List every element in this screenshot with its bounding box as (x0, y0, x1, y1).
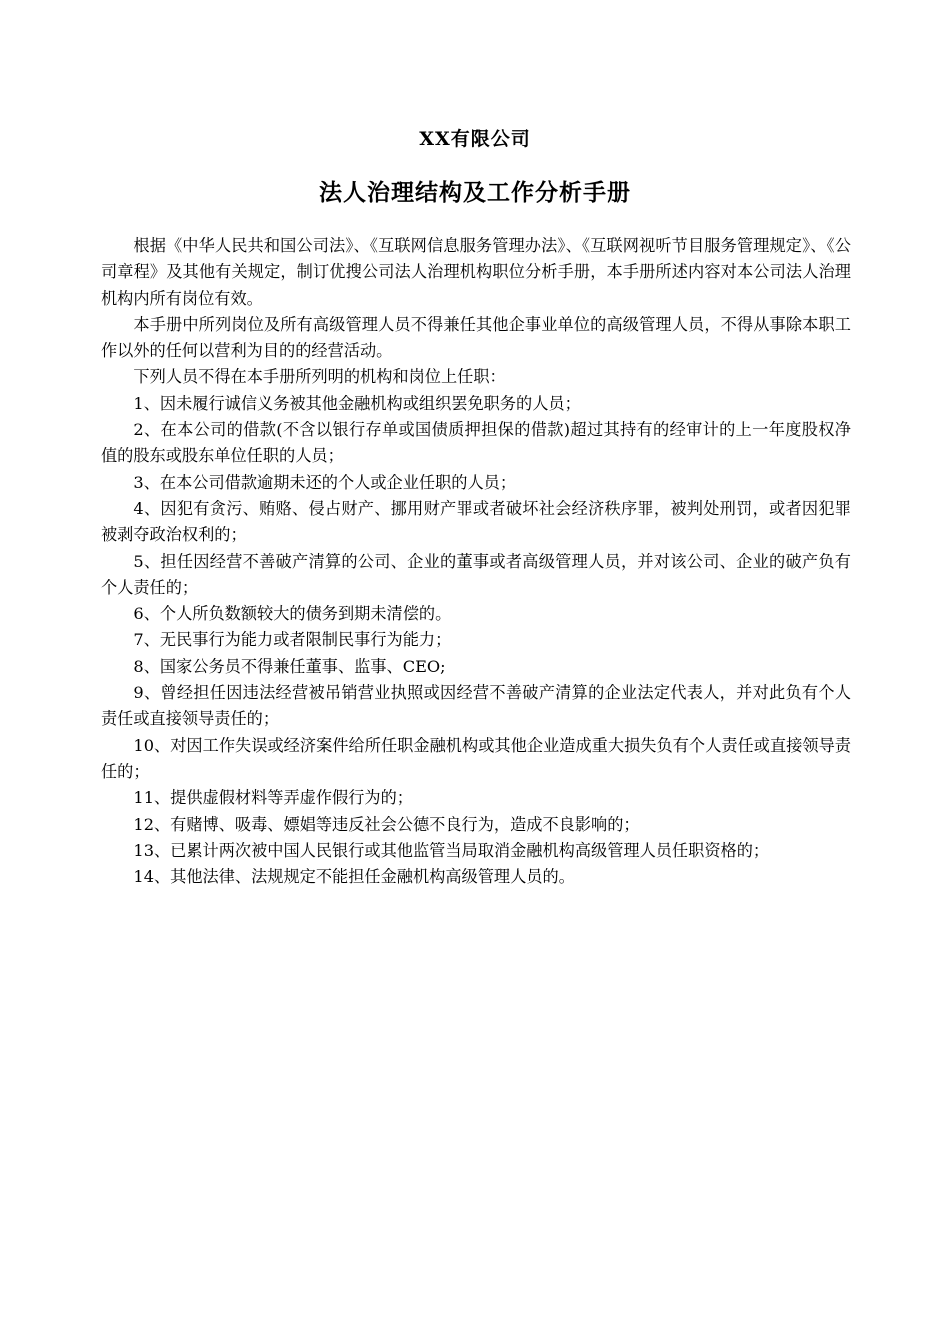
list-item-8: 8、国家公务员不得兼任董事、监事、CEO; (133, 656, 446, 676)
list-item-11: 11、提供虚假材料等弄虚作假行为的； (133, 788, 413, 808)
company-name: XX有限公司 (419, 128, 531, 150)
list-item-13: 13、已累计两次被中国人民银行或其他监管当局取消金融机构高级管理人员任职资格的； (133, 840, 770, 860)
list-item-12: 12、有赌博、吸毒、嫖娼等违反社会公德不良行为，造成不良影响的； (133, 814, 640, 834)
list-item-6: 6、个人所负数额较大的债务到期未清偿的。 (133, 604, 452, 624)
document-body (101, 233, 851, 890)
paragraph-list-lead: 下列人员不得在本手册所列明的机构和岗位上任职： (133, 367, 506, 387)
list-item-14: 14、其他法律、法规规定不能担任金融机构高级管理人员的。 (133, 867, 575, 887)
list-item-4: 4、因犯有贪污、贿赂、侵占财产、挪用财产罪或者破坏社会经济秩序罪，被判处刑罚，或者因犯罪被剥夺政治权利的； (101, 498, 851, 545)
list-item-7: 7、无民事行为能力或者限制民事行为能力； (133, 630, 452, 650)
paragraph-restriction: 本手册中所列岗位及所有高级管理人员不得兼任其他企事业单位的高级管理人员，不得从事除本职工作以外的任何以营利为目的的经营活动。 (101, 314, 851, 361)
list-item-2: 2、在本公司的借款(不含以银行存单或国债质押担保的借款)超过其持有的经审计的上一年度股权净值的股东或股东单位任职的人员； (101, 420, 851, 466)
list-item-9: 9、曾经担任因违法经营被吊销营业执照或因经营不善破产清算的企业法定代表人，并对此负有个人责任或直接领导责任的； (101, 683, 851, 729)
list-item-1: 1、因未履行诚信义务被其他金融机构或组织罢免职务的人员； (133, 393, 581, 413)
list-item-10: 10、对因工作失误或经济案件给所任职金融机构或其他企业造成重大损失负有个人责任或直接领导责任的； (101, 735, 851, 781)
paragraph-intro: 根据《中华人民共和国公司法》、《互联网信息服务管理办法》、《互联网视听节目服务管理规定》、《公司章程》及其他有关规定，制订优搜公司法人治理机构职位分析手册，本手册所述内容对本公司法人治理机构内所有岗位有效。 (101, 236, 851, 308)
list-item-5: 5、担任因经营不善破产清算的公司、企业的董事或者高级管理人员，并对该公司、企业的破产负有个人责任的； (101, 551, 851, 597)
document-title: 法人治理结构及工作分析手册 (319, 180, 631, 206)
list-item-3: 3、在本公司借款逾期未还的个人或企业任职的人员； (133, 472, 517, 492)
